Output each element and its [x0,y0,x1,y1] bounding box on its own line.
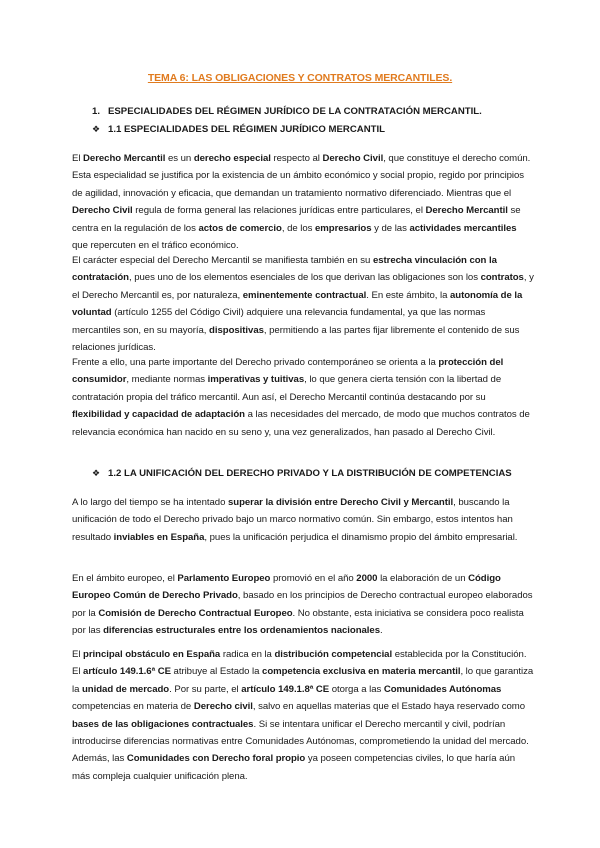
bold-text: derecho especial [193,153,271,164]
text-run: que repercuten en el tráfico económico. [72,240,239,252]
bold-text: autonomía de la voluntad [72,289,523,319]
text-run: se centra en la regulación de los [72,205,521,234]
text-run: , que constituye el derecho común. Esta especialidad se justifica por la existencia de un ámbito económico y social propio, regido por principios de agilidad, innovación y eficacia, que demandan un tratamiento normativo diferenciado. Mientras que el [72,153,531,199]
text-run: , permitiendo a las partes fijar libremente el contenido de sus relaciones jurídicas. [72,324,520,354]
bold-text: bases de las obligaciones contractuales [72,718,254,730]
bold-text: unidad de mercado [81,683,170,695]
text-run: , salvo en aquellas materias que el Estado haya reservado como [252,701,526,713]
bold-text: competencia exclusiva en materia mercantil [262,666,461,678]
text-run: , basado en los principios de Derecho contractual europeo elaborados por la [72,590,533,619]
text-run: . Si se intentara unificar el Derecho mercantil y civil, podrían introducirse diferencias normativas entre Comunidades Autónomas, comprometiendo la unidad del mercado. Además, las [72,718,529,765]
bold-text: contratos [480,272,524,284]
text-run: atribuye al Estado la [170,666,263,678]
bold-text: Derecho Civil [72,205,133,217]
bold-text: Derecho Civil [322,153,384,164]
bold-text: artículo 149.1.8ª CE [241,683,330,695]
diamond-bullet-icon: ❖ [92,124,101,134]
bold-text: Derecho Mercantil [425,205,508,217]
bold-text: imperativas y tuitivas [207,374,305,386]
text-run: respecto al [270,153,323,164]
subsection-heading-text: 1.2 LA UNIFICACIÓN DEL DERECHO PRIVADO Y LA DISTRIBUCIÓN DE COMPETENCIAS [108,468,512,479]
text-run: , pues uno de los elementos esenciales de los que derivan las obligaciones son los [128,272,481,284]
text-run: (artículo 1255 del Código Civil) adquiere una relevancia fundamental, ya que las normas mercantiles son, en su mayoría, [72,307,486,336]
bold-text: Derecho civil [193,701,253,713]
bold-text: Comisión de Derecho Contractual Europeo [98,607,293,619]
text-run: , mediante normas [126,374,208,386]
text-run: competencias en materia de [72,701,194,713]
text-run: otorga a las [329,683,384,695]
bold-text: eminentemente contractual [242,289,367,301]
text-run: , pues la unificación perjudica el dinamismo propio del ámbito empresarial. [204,531,518,543]
bold-text: Derecho Mercantil [83,153,166,164]
bold-text: Código Europeo Común de Derecho Privado [72,573,501,602]
bold-text: inviables en España [113,531,205,543]
section-number: 1. [92,106,101,117]
section-heading-1 [92,106,482,117]
text-run: promovió en el año [270,573,357,584]
text-run: la elaboración de un [377,573,469,584]
bold-text: diferencias estructurales entre los ordenamientos nacionales [103,625,380,637]
bold-text: estrecha vinculación con la contratación [72,255,497,284]
subsection-heading-text: 1.1 ESPECIALIDADES DEL RÉGIMEN JURÍDICO MERCANTIL [108,124,386,135]
bold-text: 2000 [356,573,378,584]
paragraph [72,570,534,640]
bold-text: Comunidades con Derecho foral propio [126,753,306,765]
text-run: es un [165,153,194,164]
text-run: , lo que garantiza la [72,666,534,695]
text-run: El [72,153,84,164]
paragraph [72,150,534,254]
bold-text: superar la división entre Derecho Civil y Mercantil [227,497,454,508]
text-run: , buscando la unificación de todo el Derecho privado bajo un marco normativo común. Sin embargo, estos intentos han resultado [72,497,513,543]
text-run: radica en la [220,649,275,660]
bold-text: Comunidades Autónomas [383,683,502,695]
text-run: y de las [371,222,410,234]
text-run: A lo largo del tiempo se ha intentado [72,497,228,508]
text-run: . En este ámbito, la [366,289,450,301]
text-run: ya poseen competencias civiles, lo que haría aún más compleja cualquier unificación plena. [72,753,516,782]
document-title: TEMA 6: LAS OBLIGACIONES Y CONTRATOS MERCANTILES. [147,72,453,84]
section-heading-text: ESPECIALIDADES DEL RÉGIMEN JURÍDICO DE LA CONTRATACIÓN MERCANTIL. [108,106,482,117]
paragraph [72,494,534,546]
text-run: , de los [281,222,316,234]
bold-text: protección del consumidor [72,357,504,386]
text-run: , y el Derecho Mercantil es, por naturaleza, [72,272,534,301]
text-run: . Por su parte, el [169,683,242,695]
bold-text: principal obstáculo en España [83,649,221,660]
bold-text: distribución competencial [274,649,393,660]
text-run: , lo que genera cierta tensión con la libertad de contratación propia del tráfico mercantil. Aun así, el Derecho Mercantil continúa destacando por su [72,374,502,403]
paragraph [72,646,534,785]
text-run: Frente a ello, una parte importante del Derecho privado contemporáneo se orienta a la [72,357,439,368]
bold-text: actividades mercantiles [409,222,517,234]
subsection-heading-1-2 [92,468,512,479]
text-run: . No obstante, esta iniciativa se considera poco realista por las [72,607,524,637]
diamond-bullet-icon: ❖ [92,468,101,478]
paragraph [72,354,534,441]
text-run: El carácter especial del Derecho Mercantil se manifiesta también en su [72,255,373,266]
paragraph [72,252,534,356]
bold-text: flexibilidad y capacidad de adaptación [72,409,245,421]
text-run: El [72,649,84,660]
text-run: establecida por la Constitución. El [72,649,527,678]
subsection-heading-1-1 [92,124,385,135]
text-run: regula de forma general las relaciones jurídicas entre particulares, el [132,205,426,217]
text-run: En el ámbito europeo, el [72,573,178,584]
bold-text: dispositivas [209,324,264,336]
text-run: a las necesidades del mercado, de modo que muchos contratos de relevancia económica han nacido en su seno y, una vez generalizados, han pasado al Derecho Civil. [72,409,530,438]
bold-text: Parlamento Europeo [177,573,271,584]
bold-text: actos de comercio [198,222,282,234]
bold-text: empresarios [315,222,372,234]
bold-text: artículo 149.1.6ª CE [83,666,171,678]
text-run: . [379,625,383,637]
